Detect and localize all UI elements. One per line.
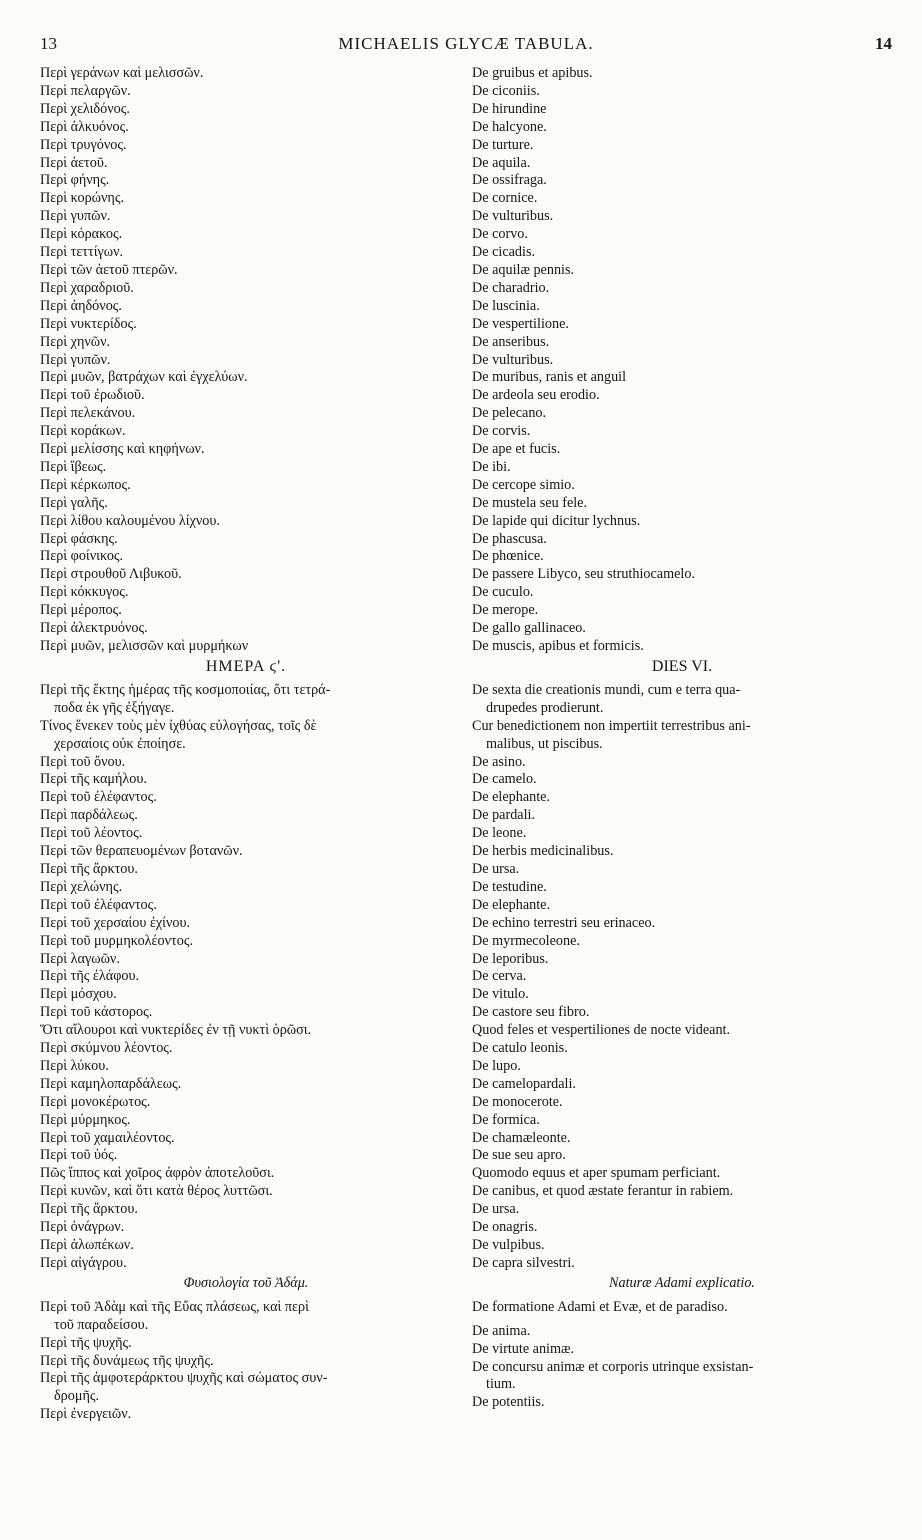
latin-entry: De sue seu apro. bbox=[472, 1147, 566, 1164]
greek-entry: Περὶ λαγωῶν. bbox=[40, 950, 120, 967]
greek-entry: Περὶ τῆς ψυχῆς. bbox=[40, 1334, 132, 1351]
latin-entry-continuation: drupedes prodierunt. bbox=[486, 699, 604, 716]
latin-entry: De camelo. bbox=[472, 771, 537, 788]
latin-entry: De cuculo. bbox=[472, 584, 534, 601]
greek-entry: Περὶ τοῦ λέοντος. bbox=[40, 825, 143, 842]
latin-block-2 bbox=[472, 754, 892, 1273]
latin-entry: De corvis. bbox=[472, 423, 531, 440]
greek-entry: Περὶ τῶν ἀετοῦ πτερῶν. bbox=[40, 261, 178, 278]
latin-entry: De anseribus. bbox=[472, 333, 550, 350]
latin-entry: De monocerote. bbox=[472, 1093, 563, 1110]
greek-entry: Περὶ μονοκέρωτος. bbox=[40, 1093, 151, 1110]
page-title: MICHAELIS GLYCÆ TABULA. bbox=[338, 34, 594, 53]
greek-entry: Περὶ ἀλωπέκων. bbox=[40, 1237, 134, 1253]
greek-entry: Περὶ τῆς δυνάμεως τῆς ψυχῆς. bbox=[40, 1352, 214, 1369]
latin-column bbox=[472, 65, 892, 1412]
latin-entry: De passere Libyco, seu struthiocamelo. bbox=[472, 566, 695, 583]
greek-entry-continuation: δρομῆς. bbox=[54, 1388, 100, 1405]
greek-entry: Περὶ τεττίγων. bbox=[40, 244, 124, 261]
latin-entry: De mustela seu fele. bbox=[472, 494, 588, 511]
latin-entry: De phœnice. bbox=[472, 548, 544, 565]
latin-entry: De ardeola seu erodio. bbox=[472, 387, 600, 404]
greek-entry: Περὶ αἰγάγρου. bbox=[40, 1254, 127, 1271]
latin-entry: De potentiis. bbox=[472, 1394, 545, 1411]
latin-entry: De formica. bbox=[472, 1111, 540, 1128]
latin-entry: De myrmecoleone. bbox=[472, 932, 580, 949]
latin-adam-subheading: Naturæ Adami explicatio. bbox=[609, 1274, 755, 1291]
greek-entry: Περὶ τοῦ κάστορος. bbox=[40, 1004, 153, 1021]
greek-entry: Περὶ ἀηδόνος. bbox=[40, 297, 122, 314]
latin-entry: De sexta die creationis mundi, cum e terra qua- bbox=[472, 681, 741, 698]
latin-day6-heading: DIES VI. bbox=[651, 657, 713, 675]
latin-entry: De turture. bbox=[472, 136, 534, 153]
page-number-right: 14 bbox=[875, 34, 892, 53]
latin-entry-continuation: tium. bbox=[486, 1376, 516, 1393]
latin-entry: De charadrio. bbox=[472, 279, 550, 296]
greek-entry: Περὶ τοῦ ἐλέφαντος. bbox=[40, 896, 157, 913]
latin-entry: De anima. bbox=[472, 1322, 531, 1339]
latin-block-1 bbox=[472, 65, 892, 656]
greek-entry: Περὶ τοῦ χαμαιλέοντος. bbox=[40, 1129, 175, 1146]
latin-entry: De ursa. bbox=[472, 860, 520, 877]
greek-entry: Περὶ μύρμηκος. bbox=[40, 1111, 131, 1128]
latin-entry: De catulo leonis. bbox=[472, 1040, 568, 1057]
latin-entry: De cicadis. bbox=[472, 244, 536, 261]
greek-entry: Περὶ φοίνικος. bbox=[40, 548, 124, 565]
latin-entry: De muscis, apibus et formicis. bbox=[472, 638, 644, 654]
greek-entry: Περὶ λύκου. bbox=[40, 1057, 109, 1074]
latin-entry: De herbis medicinalibus. bbox=[472, 843, 614, 860]
latin-entry: De ursa. bbox=[472, 1201, 520, 1218]
latin-entry: De concursu animæ et corporis utrinque exsistan- bbox=[472, 1358, 754, 1375]
latin-entry: De halcyone. bbox=[472, 118, 547, 135]
latin-entry: De cerva. bbox=[472, 968, 527, 985]
latin-entry: De phascusa. bbox=[472, 530, 547, 547]
greek-entry: Περὶ κοράκων. bbox=[40, 423, 126, 440]
latin-entry: De canibus, et quod æstate ferantur in rabiem. bbox=[472, 1183, 734, 1200]
greek-block-1 bbox=[40, 65, 452, 656]
greek-entry: Περὶ τῆς ἀμφοτεράρκτου ψυχῆς καὶ σώματος συν- bbox=[40, 1370, 328, 1387]
greek-entry: Περὶ χελιδόνος. bbox=[40, 100, 130, 117]
greek-entry: Περὶ τῆς ἐλάφου. bbox=[40, 968, 140, 985]
greek-entry: Περὶ ἀλκυόνος. bbox=[40, 118, 129, 135]
latin-entry: De virtute animæ. bbox=[472, 1340, 575, 1357]
greek-entry-continuation: ποδα ἐκ γῆς ἐξήγαγε. bbox=[54, 699, 175, 716]
latin-entry: Quod feles et vespertiliones de nocte videant. bbox=[472, 1022, 731, 1039]
greek-entry: Περὶ τοῦ ὄνου. bbox=[40, 753, 126, 770]
latin-entry: De elephante. bbox=[472, 896, 550, 913]
greek-entry: Περὶ τοῦ μυρμηκολέοντος. bbox=[40, 932, 193, 949]
greek-entry: Περὶ τοῦ ὑός. bbox=[40, 1147, 118, 1164]
greek-entry: Περὶ ἐνεργειῶν. bbox=[40, 1406, 132, 1423]
greek-entry: Περὶ νυκτερίδος. bbox=[40, 315, 137, 332]
greek-entry: Περὶ γαλῆς. bbox=[40, 494, 108, 511]
latin-entry: De testudine. bbox=[472, 878, 547, 895]
greek-entry: Περὶ πελαργῶν. bbox=[40, 82, 131, 99]
greek-entry: Περὶ μυῶν, βατράχων καὶ ἐγχελύων. bbox=[40, 369, 248, 386]
latin-entry: De lapide qui dicitur lychnus. bbox=[472, 512, 641, 529]
greek-entry: Περὶ στρουθοῦ Λιβυκοῦ. bbox=[40, 566, 182, 583]
page-number-left: 13 bbox=[40, 34, 57, 53]
latin-entry: De echino terrestri seu erinaceo. bbox=[472, 914, 656, 931]
greek-entry: Περὶ ἀετοῦ. bbox=[40, 154, 108, 171]
greek-entry: Περὶ τοῦ ἐρωδιοῦ. bbox=[40, 387, 145, 404]
greek-entry: Περὶ τοῦ Ἀδὰμ καὶ τῆς Εὔας πλάσεως, καὶ περὶ bbox=[40, 1298, 309, 1315]
latin-entry: De merope. bbox=[472, 602, 539, 619]
latin-entry: De gruibus et apibus. bbox=[472, 65, 593, 81]
latin-entry: De pelecano. bbox=[472, 405, 547, 422]
latin-entry: De onagris. bbox=[472, 1219, 538, 1236]
greek-entry-continuation: τοῦ παραδείσου. bbox=[54, 1316, 149, 1333]
latin-entry: De corvo. bbox=[472, 226, 528, 243]
latin-entry: De vulturibus. bbox=[472, 208, 554, 225]
latin-entry: De muribus, ranis et anguil bbox=[472, 369, 627, 386]
greek-entry: Περὶ πελεκάνου. bbox=[40, 405, 136, 422]
greek-entry: Περὶ σκύμνου λέοντος. bbox=[40, 1040, 173, 1057]
latin-entry: De cornice. bbox=[472, 190, 538, 207]
latin-entry: De ape et fucis. bbox=[472, 441, 561, 458]
latin-entry: De camelopardali. bbox=[472, 1075, 576, 1092]
greek-entry: Περὶ τῆς ἕκτης ἡμέρας τῆς κοσμοποιίας, ὅτι τετρά- bbox=[40, 681, 331, 698]
running-head bbox=[40, 34, 892, 58]
latin-entry: De chamæleonte. bbox=[472, 1129, 571, 1146]
greek-entry: Περὶ μυῶν, μελισσῶν καὶ μυρμήκων bbox=[40, 638, 249, 654]
greek-entry: Περὶ φάσκης. bbox=[40, 530, 118, 547]
greek-entry: Περὶ ἴβεως. bbox=[40, 458, 107, 475]
greek-entry: Περὶ μελίσσης καὶ κηφήνων. bbox=[40, 441, 205, 458]
greek-block-2 bbox=[40, 754, 452, 1273]
greek-entry: Τίνος ἕνεκεν τοὺς μὲν ἰχθύας εὐλογήσας, τοῖς δὲ bbox=[40, 717, 317, 734]
latin-entry: De aquila. bbox=[472, 154, 531, 171]
latin-entry: De vulpibus. bbox=[472, 1237, 545, 1253]
greek-entry: Περὶ φήνης. bbox=[40, 172, 110, 189]
greek-entry: Περὶ κόρακος. bbox=[40, 226, 123, 243]
greek-entry: Περὶ τῶν θεραπευομένων βοτανῶν. bbox=[40, 843, 243, 860]
greek-entry: Περὶ γυπῶν. bbox=[40, 351, 111, 368]
latin-entry: De capra silvestri. bbox=[472, 1254, 575, 1271]
greek-adam-subheading: Φυσιολογία τοῦ Ἀδάμ. bbox=[183, 1274, 309, 1291]
latin-entry: De elephante. bbox=[472, 789, 550, 806]
greek-entry: Περὶ χηνῶν. bbox=[40, 333, 111, 350]
greek-entry: Περὶ χελώνης. bbox=[40, 878, 123, 895]
greek-entry: Περὶ τρυγόνος. bbox=[40, 136, 127, 153]
latin-entry: De castore seu fibro. bbox=[472, 1004, 590, 1021]
latin-entry: De leporibus. bbox=[472, 950, 549, 967]
greek-entry: Περὶ κορώνης. bbox=[40, 190, 124, 207]
latin-entry: De vespertilione. bbox=[472, 315, 569, 332]
latin-entry: De ibi. bbox=[472, 458, 511, 475]
greek-entry: Περὶ λίθου καλουμένου λίχνου. bbox=[40, 512, 220, 529]
latin-entry: Cur benedictionem non impertiit terrestribus ani- bbox=[472, 717, 751, 734]
greek-entry: Περὶ κυνῶν, καὶ ὅτι κατὰ θέρος λυττῶσι. bbox=[40, 1183, 273, 1200]
greek-entry: Περὶ τῆς καμήλου. bbox=[40, 771, 147, 788]
greek-entry: Περὶ γεράνων καὶ μελισσῶν. bbox=[40, 65, 204, 81]
greek-entry: Περὶ ἀλεκτρυόνος. bbox=[40, 620, 148, 637]
latin-entry: De leone. bbox=[472, 825, 527, 842]
greek-entry: Πῶς ἵππος καὶ χοῖρος ἀφρὸν ἀποτελοῦσι. bbox=[40, 1165, 275, 1182]
latin-entry: De vulturibus. bbox=[472, 351, 554, 368]
latin-entry: De pardali. bbox=[472, 807, 536, 824]
greek-entry: Περὶ τοῦ χερσαίου ἐχίνου. bbox=[40, 914, 191, 931]
greek-day6-heading: ΗΜΕΡΑ ϛ'. bbox=[205, 657, 287, 675]
latin-entry: De aquilæ pennis. bbox=[472, 261, 575, 278]
greek-entry: Περὶ κόκκυγος. bbox=[40, 584, 129, 601]
latin-entry: De lupo. bbox=[472, 1057, 521, 1074]
greek-entry: Περὶ παρδάλεως. bbox=[40, 807, 138, 824]
latin-entry: Quomodo equus et aper spumam perficiant. bbox=[472, 1165, 721, 1182]
greek-entry: Περὶ τῆς ἄρκτου. bbox=[40, 860, 138, 877]
greek-column bbox=[40, 65, 452, 1424]
greek-entry: Περὶ τοῦ ἐλέφαντος. bbox=[40, 789, 157, 806]
latin-entry: De asino. bbox=[472, 753, 526, 770]
latin-entry: De luscinia. bbox=[472, 297, 540, 314]
latin-entry: De hirundine bbox=[472, 100, 547, 117]
latin-entry: De gallo gallinaceo. bbox=[472, 620, 586, 637]
greek-entry: Περὶ κέρκωπος. bbox=[40, 476, 131, 493]
latin-entry: De ossifraga. bbox=[472, 172, 547, 189]
latin-entry-continuation: malibus, ut piscibus. bbox=[486, 735, 603, 752]
greek-entry: Περὶ χαραδριοῦ. bbox=[40, 279, 134, 296]
latin-entry: De formatione Adami et Evæ, et de paradiso. bbox=[472, 1298, 728, 1315]
latin-entry: De cercope simio. bbox=[472, 476, 575, 493]
greek-entry: Περὶ μόσχου. bbox=[40, 986, 117, 1003]
greek-entry: Περὶ καμηλοπαρδάλεως. bbox=[40, 1075, 182, 1092]
greek-entry: Περὶ ὀνάγρων. bbox=[40, 1219, 125, 1236]
latin-entry: De vitulo. bbox=[472, 986, 529, 1003]
greek-entry: Ὅτι αἴλουροι καὶ νυκτερίδες ἐν τῇ νυκτὶ ὁρῶσι. bbox=[40, 1022, 312, 1039]
latin-entry: De ciconiis. bbox=[472, 82, 540, 99]
greek-entry-continuation: χερσαίοις οὐκ ἐποίησε. bbox=[54, 735, 186, 752]
greek-entry: Περὶ γυπῶν. bbox=[40, 208, 111, 225]
greek-entry: Περὶ μέροπος. bbox=[40, 602, 122, 619]
greek-entry: Περὶ τῆς ἄρκτου. bbox=[40, 1201, 138, 1218]
